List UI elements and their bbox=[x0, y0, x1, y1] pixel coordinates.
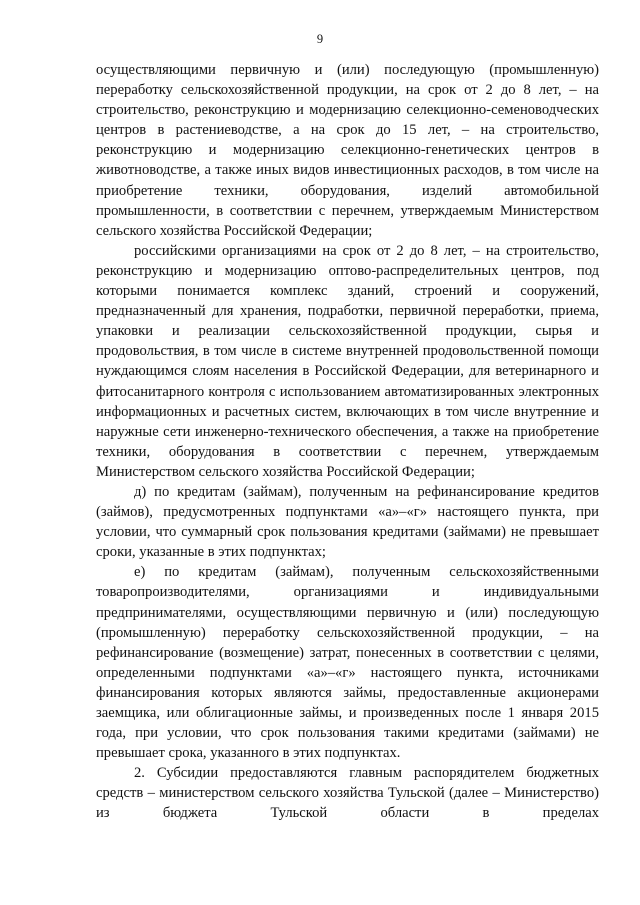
paragraph-5: 2. Субсидии предоставляются главным распорядителем бюджетных средств – министерством сельского хозяйства Тульской (далее – Министерство) из бюджета Тульской области в пределах bbox=[96, 765, 599, 822]
paragraph-3: д) по кредитам (займам), полученным на рефинансирование кредитов (займов), предусмотренных подпунктами «а»–«г» настоящего пункта, при условии, что суммарный срок пользования кредитами (займами) не превышает сроки, указанные в этих подпунктах; bbox=[96, 483, 599, 561]
paragraph-1: осуществляющими первичную и (или) последующую (промышленную) переработку сельскохозяйственной продукции, на срок от 2 до 8 лет, – на строительство, реконструкцию и модернизацию селекционно-семеноводческих центров в растениеводстве, а на срок до 15 лет, – на строительство, реконструкцию и модернизацию селекционно-генетических центров в животноводстве, а также иных видов инвестиционных расходов, в том числе на приобретение техники, оборудования, изделий автомобильной промышленности, в соответствии с перечнем, утверждаемым Министерством сельского хозяйства Российской Федерации; bbox=[96, 62, 599, 239]
document-body bbox=[96, 60, 599, 824]
page-number: 9 bbox=[316, 32, 324, 46]
paragraph-4: е) по кредитам (займам), полученным сельскохозяйственными товаропроизводителями, организациями и индивидуальными предпринимателями, осуществляющими первичную и (или) последующую (промышленную) переработку сельскохозяйственной продукции, – на рефинансирование (возмещение) затрат, понесенных в соответствии с целями, определенными подпунктами «а»–«г» настоящего пункта, источниками финансирования которых являются займы, предоставленные акционерами заемщика, или облигационные займы, и произведенных после 1 января 2015 года, при условии, что срок пользования такими кредитами (займами) не превышает срока, указанного в этих подпунктах. bbox=[96, 564, 599, 762]
paragraph-2: российскими организациями на срок от 2 до 8 лет, – на строительство, реконструкцию и модернизацию оптово-распределительных центров, под которыми понимается комплекс зданий, строений и сооружений, предназначенный для хранения, подработки, первичной переработки, приема, упаковки и реализации сельскохозяйственной продукции, сырья и продовольствия, в том числе в системе внутренней продовольственной помощи нуждающимся слоям населения в Российской Федерации, для ветеринарного и фитосанитарного контроля с использованием автоматизированных электронных информационных и расчетных систем, включающих в том числе внутренние и наружные сети инженерно-технического обеспечения, а также на приобретение техники, оборудования в соответствии с перечнем, утверждаемым Министерством сельского хозяйства Российской Федерации; bbox=[96, 242, 599, 480]
